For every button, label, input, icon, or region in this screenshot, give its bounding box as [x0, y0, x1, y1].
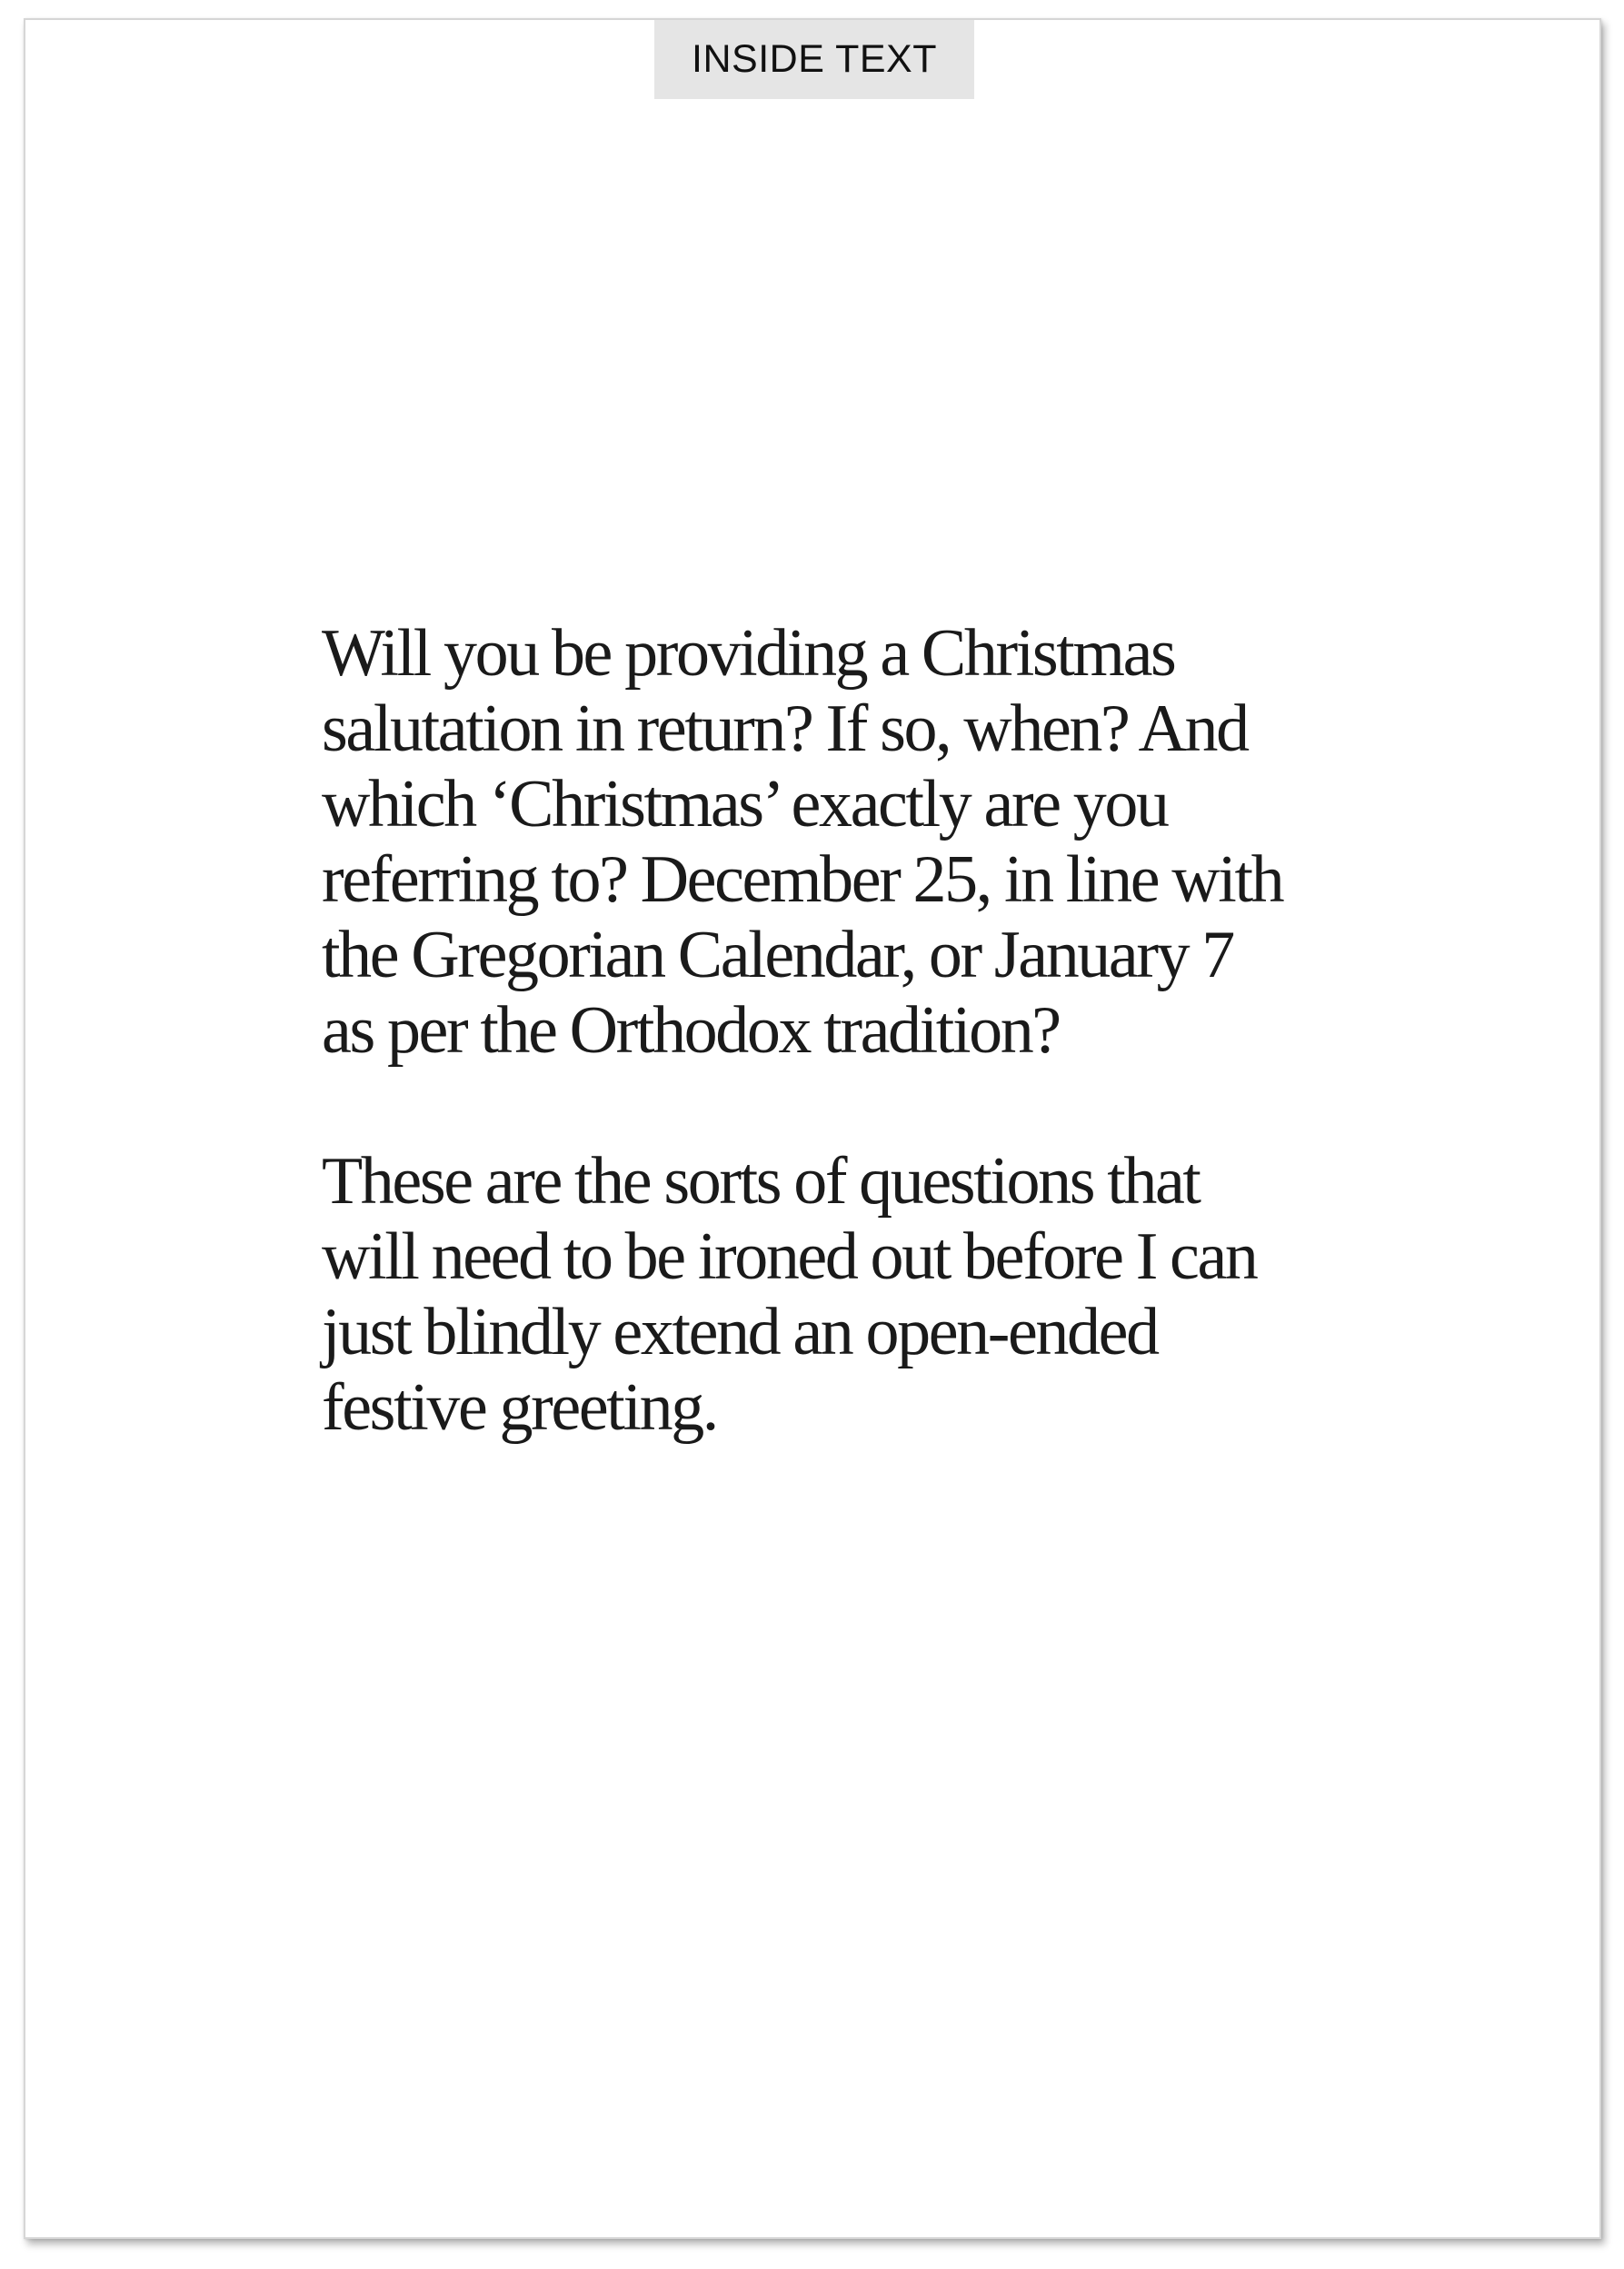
text-line: will need to be ironed out before I can	[322, 1219, 1257, 1294]
text-line: which ‘Christmas’ exactly are you	[322, 767, 1168, 841]
text-line: Will you be providing a Christmas	[322, 616, 1175, 691]
text-line: festive greeting.	[322, 1370, 717, 1445]
paragraph-2	[322, 1144, 1394, 1446]
text-line: the Gregorian Calendar, or January 7	[322, 918, 1233, 992]
text-line: just blindly extend an open-ended	[322, 1295, 1158, 1369]
card-page	[24, 18, 1601, 2239]
paragraph-1	[322, 616, 1394, 1069]
paragraph-gap	[322, 1069, 1394, 1144]
message-body	[322, 616, 1394, 1446]
text-line: referring to? December 25, in line with	[322, 842, 1283, 917]
text-line: as per the Orthodox tradition?	[322, 993, 1060, 1068]
text-line: These are the sorts of questions that	[322, 1144, 1200, 1219]
inside-text-label: INSIDE TEXT	[654, 20, 974, 99]
text-line: salutation in return? If so, when? And	[322, 692, 1248, 766]
